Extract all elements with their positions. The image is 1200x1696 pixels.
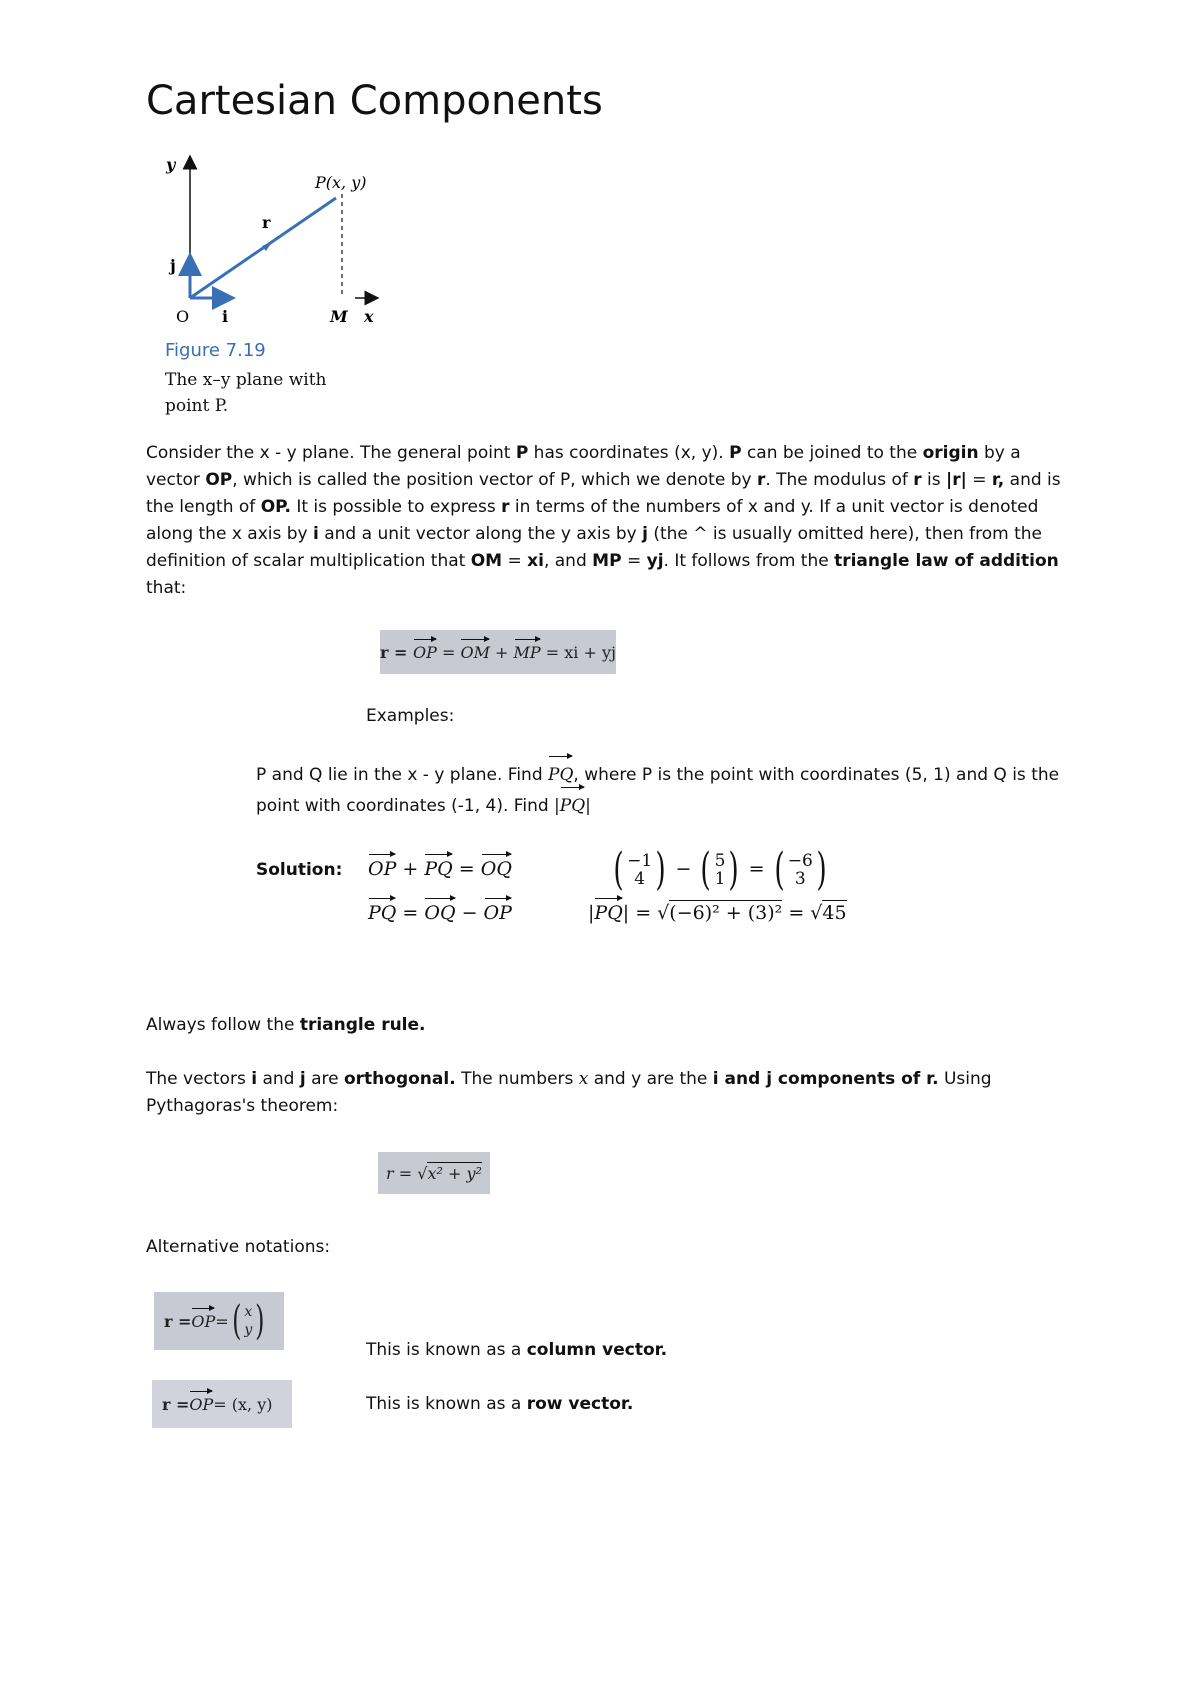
figure-caption-line1: The x–y plane with bbox=[165, 370, 327, 390]
figure-caption-line2: point P. bbox=[165, 396, 229, 416]
label-i: i bbox=[222, 307, 229, 326]
label-j: j bbox=[170, 256, 176, 275]
solution-label: Solution: bbox=[256, 860, 343, 880]
example-problem: P and Q lie in the x - y plane. Find PQ, where P is the point with coordinates (5, 1) and Q is the point with coordinates (-1, 4). Find |PQ| bbox=[256, 760, 1076, 822]
alternative-notations-label: Alternative notations: bbox=[146, 1237, 331, 1257]
label-p: P(x, y) bbox=[315, 173, 367, 192]
label-m: M bbox=[330, 307, 348, 326]
column-vector-op: ( −1 4 ) bbox=[613, 844, 666, 895]
solution-line-1: OP + PQ = OQ bbox=[368, 858, 512, 880]
magnitude-formula: r = √x² + y² bbox=[378, 1152, 490, 1194]
position-vector-formula: r = OP = OM + MP = xi + yj bbox=[380, 630, 616, 674]
figure-caption bbox=[165, 340, 326, 419]
label-o: O bbox=[176, 307, 190, 326]
row-vector-notation: r = OP = (x, y) bbox=[152, 1380, 292, 1428]
examples-label: Examples: bbox=[366, 706, 455, 726]
triangle-rule-note: Always follow the triangle rule. bbox=[146, 1015, 426, 1035]
column-vector-q: ( 5 1 ) bbox=[700, 844, 740, 895]
vector-r-arrowhead bbox=[262, 242, 272, 251]
label-y: y bbox=[166, 155, 176, 174]
solution-line-2: PQ = OQ − OP bbox=[368, 902, 512, 924]
xy-plane-figure bbox=[150, 150, 400, 330]
modulus-calculation: |PQ| = √(−6)² + (3)² = √45 bbox=[588, 902, 847, 924]
column-vector-calculation: ( −1 4 ) − ( 5 1 ) = ( −6 3 ) bbox=[610, 850, 830, 890]
orthogonal-paragraph: The vectors i and j are orthogonal. The numbers x and y are the i and j components of r. Using Pythagoras's theorem: bbox=[146, 1069, 992, 1116]
label-r: r bbox=[262, 213, 271, 232]
row-vector-note: This is known as a row vector. bbox=[366, 1394, 634, 1414]
intro-paragraph: Consider the x - y plane. The general point P has coordinates (x, y). P can be joined to the origin by a vector OP, which is called the position vector of P, which we denote by r. The modulus of r is |r| = r, and is the length of OP. It is possible to express r in terms of the numbers of x and y. If a unit vector is denoted along the x axis by i and a unit vector along the y axis by j (the ^ is usually omitted here), then from the definition of scalar multiplication that OM = xi, and MP = yj. It follows from the triangle law of addition that: bbox=[146, 443, 1061, 598]
column-vector-notation: r = OP = ( x y ) bbox=[154, 1292, 284, 1350]
figure-number: Figure 7.19 bbox=[165, 340, 266, 361]
column-vector-note: This is known as a column vector. bbox=[366, 1340, 668, 1360]
label-x: x bbox=[364, 307, 374, 326]
page-title: Cartesian Components bbox=[146, 78, 603, 124]
column-vector-result: ( −6 3 ) bbox=[774, 844, 827, 895]
